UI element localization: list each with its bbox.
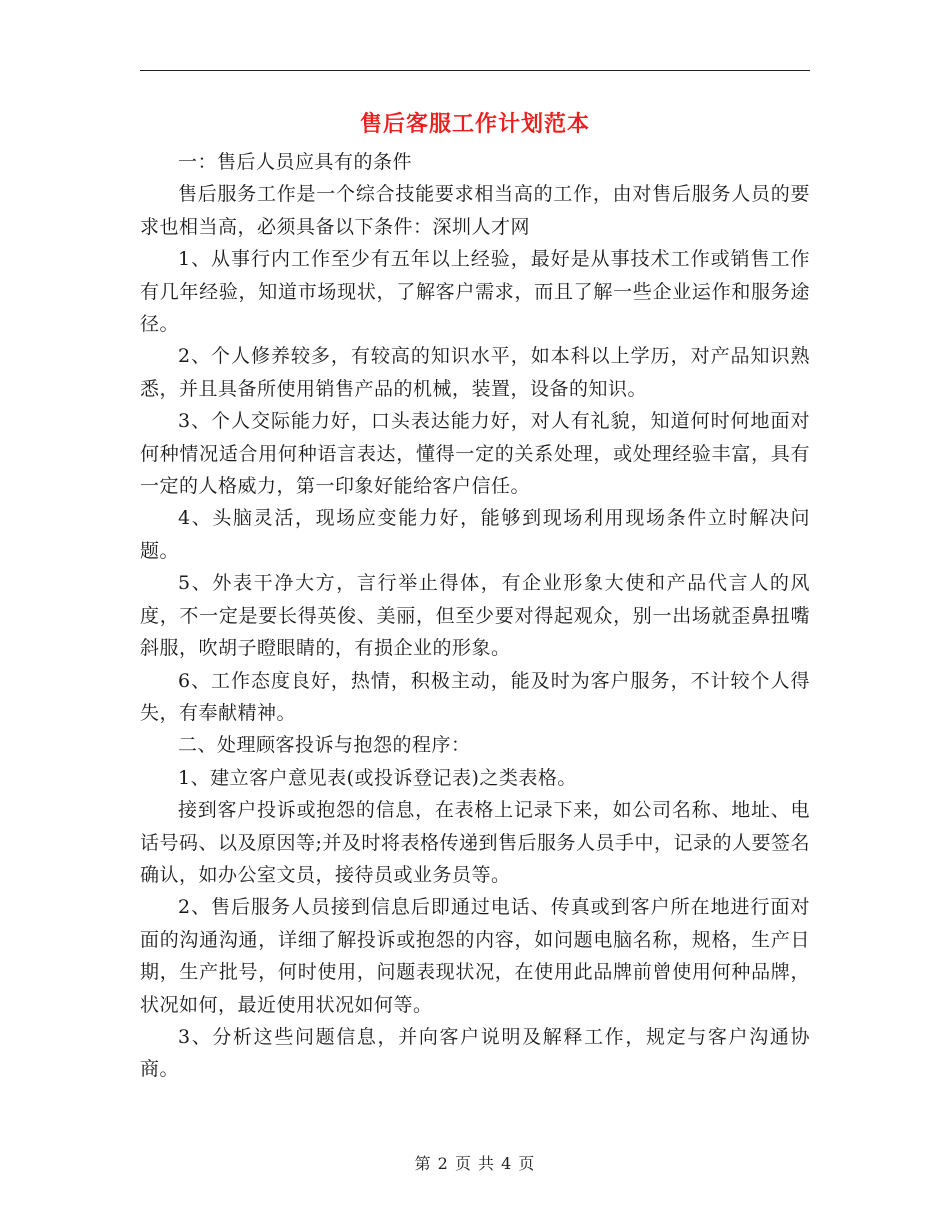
section-heading: 二、处理顾客投诉与抱怨的程序： <box>178 734 471 757</box>
document-title: 售后客服工作计划范本 <box>359 111 590 137</box>
document-body <box>140 146 810 1086</box>
header-rule <box>140 70 810 71</box>
list-item: 6、工作态度良好，热情，积极主动，能及时为客户服务，不计较个人得失，有奉献精神。 <box>140 669 810 724</box>
paragraph: 接到客户投诉或抱怨的信息，在表格上记录下来，如公司名称、地址、电话号码、以及原因等;并及时将表格传递到售后服务人员手中，记录的人要签名确认，如办公室文员，接待员或业务员等。 <box>140 799 810 886</box>
list-item: 3、分析这些问题信息，并向客户说明及解释工作，规定与客户沟通协商。 <box>140 1025 810 1081</box>
list-item: 2、个人修养较多，有较高的知识水平，如本科以上学历，对产品知识熟悉，并且具备所使用销售产品的机械，装置，设备的知识。 <box>140 345 810 400</box>
section-heading: 一：售后人员应具有的条件 <box>178 151 413 173</box>
list-item: 2、售后服务人员接到信息后即通过电话、传真或到客户所在地进行面对面的沟通沟通，详细了解投诉或抱怨的内容，如问题电脑名称，规格，生产日期，生产批号，何时使用，问题表现状况，在使用此品牌前曾使用何种品牌，状况如何，最近使用状况如何等。 <box>140 896 810 1016</box>
list-item: 1、从事行内工作至少有五年以上经验，最好是从事技术工作或销售工作有几年经验，知道市场现状，了解客户需求，而且了解一些企业运作和服务途径。 <box>140 248 810 336</box>
list-item: 5、外表干净大方，言行举止得体，有企业形象大使和产品代言人的风度，不一定是要长得英俊、美丽，但至少要对得起观众，别一出场就歪鼻扭嘴斜服，吹胡子瞪眼睛的，有损企业的形象。 <box>140 572 810 660</box>
page-number-footer: 第 2 页 共 4 页 <box>414 1154 536 1173</box>
list-item: 3、个人交际能力好，口头表达能力好，对人有礼貌，知道何时何地面对何种情况适合用何种语言表达，懂得一定的关系处理，或处理经验丰富，具有一定的人格威力，第一印象好能给客户信任。 <box>140 410 810 498</box>
list-item: 4、头脑灵活，现场应变能力好，能够到现场利用现场条件立时解决问题。 <box>140 507 810 562</box>
paragraph: 售后服务工作是一个综合技能要求相当高的工作，由对售后服务人员的要求也相当高，必须具备以下条件：深圳人才网 <box>140 183 810 238</box>
list-item: 1、建立客户意见表(或投诉登记表)之类表格。 <box>178 766 577 789</box>
